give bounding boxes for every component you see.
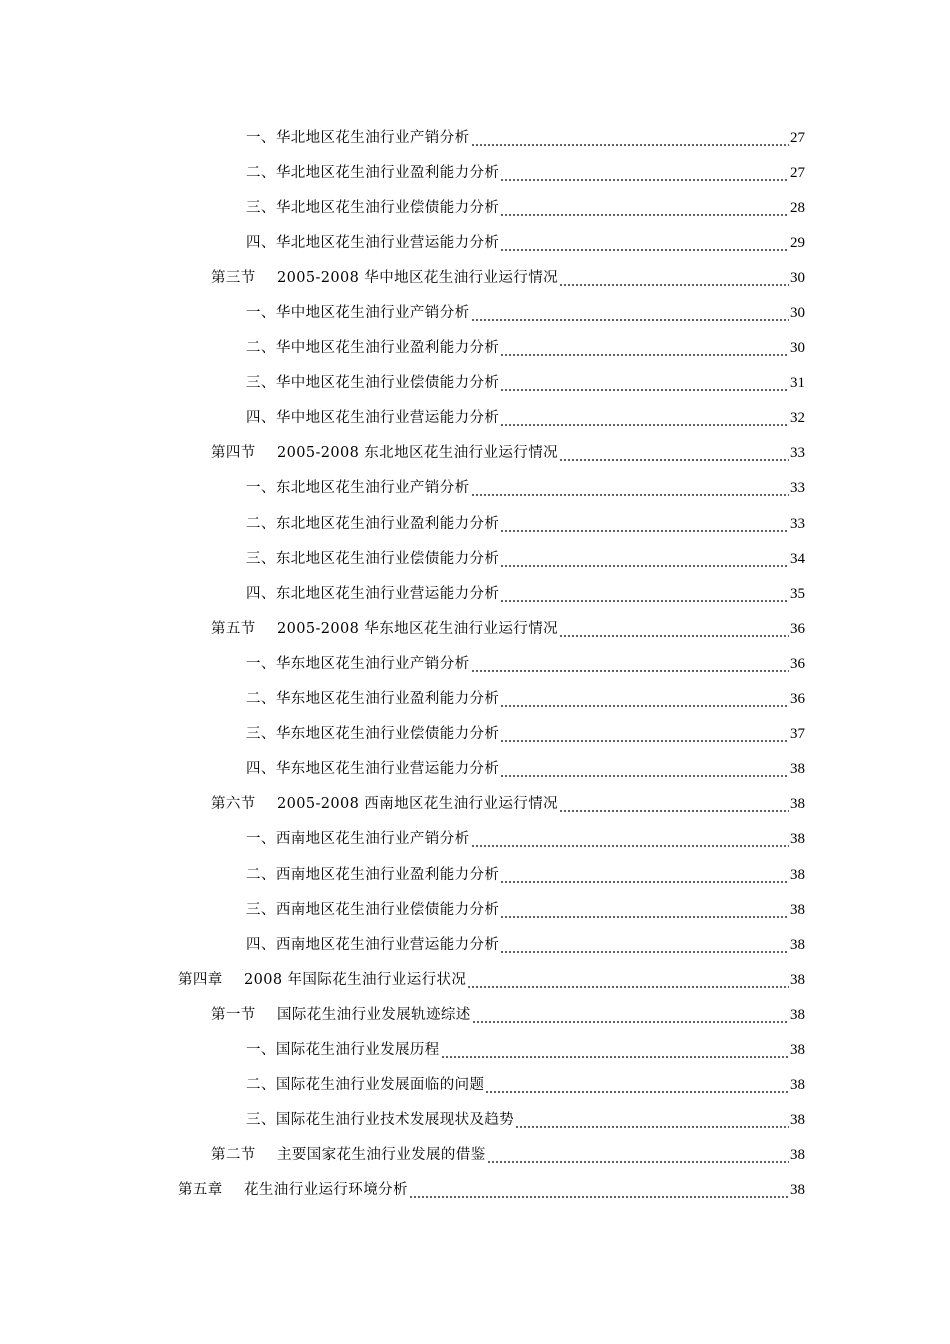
dot-leader	[500, 900, 789, 920]
toc-entry-title	[246, 689, 499, 709]
dot-leader	[441, 1040, 789, 1060]
toc-entry-number: 一、	[246, 831, 276, 848]
toc-entry-text: 国际花生油行业发展面临的问题	[275, 1077, 485, 1094]
toc-entry-subsection[interactable]	[0, 155, 950, 190]
toc-entry-title	[246, 654, 470, 674]
toc-entry-section[interactable]	[0, 260, 950, 295]
toc-entry-number: 一、	[246, 655, 276, 672]
toc-entry-text: 华中地区花生油行业偿债能力分析	[275, 375, 500, 392]
toc-page-number: 27	[790, 164, 805, 181]
dot-leader	[500, 373, 789, 393]
toc-entry-text: 东北地区花生油行业产销分析	[275, 480, 470, 497]
toc-entry-subsection[interactable]	[0, 295, 950, 330]
dot-leader	[500, 689, 789, 709]
toc-entry-section[interactable]	[0, 1138, 950, 1173]
dot-leader	[500, 198, 789, 218]
toc-entry-number: 三、	[246, 375, 276, 392]
toc-entry-number: 二、	[246, 866, 276, 883]
dot-leader	[559, 794, 789, 814]
toc-page-number: 38	[790, 1147, 805, 1164]
dot-leader	[500, 233, 789, 253]
toc-entry-title	[246, 549, 499, 569]
toc-entry-title	[246, 1040, 440, 1060]
dot-leader	[467, 970, 789, 990]
toc-entry-number: 二、	[246, 164, 276, 181]
toc-page-number: 38	[790, 1112, 805, 1129]
toc-page-number: 29	[790, 234, 805, 251]
toc-entry-number: 三、	[246, 1112, 276, 1129]
toc-entry-chapter[interactable]	[0, 962, 950, 997]
toc-entry-subsection[interactable]	[0, 120, 950, 155]
toc-page-number: 34	[790, 550, 805, 567]
toc-entry-section[interactable]	[0, 611, 950, 646]
toc-page-number: 38	[790, 831, 805, 848]
toc-page-number: 38	[790, 971, 805, 988]
toc-entry-title	[246, 514, 499, 534]
toc-entry-text: 2008 年国际花生油行业运行状况	[244, 971, 467, 988]
dot-leader	[487, 1145, 789, 1165]
toc-entry-subsection[interactable]	[0, 541, 950, 576]
toc-entry-subsection[interactable]	[0, 576, 950, 611]
dot-leader	[500, 935, 789, 955]
toc-page-number: 38	[790, 866, 805, 883]
toc-entry-text: 国际花生油行业技术发展现状及趋势	[275, 1112, 515, 1129]
toc-page-number: 38	[790, 901, 805, 918]
toc-page-number: 38	[790, 936, 805, 953]
toc-entry-text: 2005-2008 西南地区花生油行业运行情况	[277, 796, 559, 813]
toc-entry-number: 二、	[246, 1077, 276, 1094]
toc-entry-text: 主要国家花生油行业发展的借鉴	[277, 1147, 486, 1164]
dot-leader	[559, 268, 789, 288]
toc-entry-title	[246, 865, 499, 885]
dot-leader	[559, 619, 789, 639]
dot-leader	[515, 1110, 789, 1130]
toc-page-number: 38	[790, 1182, 805, 1199]
toc-entry-title	[211, 619, 558, 639]
toc-entry-title	[178, 970, 466, 990]
toc-page-number: 28	[790, 199, 805, 216]
toc-page-number: 33	[790, 515, 805, 532]
toc-entry-number: 一、	[246, 1041, 276, 1058]
toc-entry-subsection[interactable]	[0, 822, 950, 857]
toc-entry-text: 西南地区花生油行业营运能力分析	[275, 936, 500, 953]
toc-entry-text: 东北地区花生油行业盈利能力分析	[275, 515, 500, 532]
toc-entry-number: 二、	[246, 515, 276, 532]
dot-leader	[485, 1075, 789, 1095]
toc-entry-title	[246, 163, 499, 183]
toc-page-number: 30	[790, 305, 805, 322]
toc-entry-number: 三、	[246, 726, 276, 743]
dot-leader	[500, 584, 789, 604]
toc-entry-subsection[interactable]	[0, 682, 950, 717]
toc-entry-text: 华东地区花生油行业偿债能力分析	[275, 726, 500, 743]
dot-leader	[500, 514, 789, 534]
toc-entry-subsection[interactable]	[0, 717, 950, 752]
toc-entry-title	[246, 584, 499, 604]
dot-leader	[500, 759, 789, 779]
toc-entry-number: 一、	[246, 129, 276, 146]
toc-entry-subsection[interactable]	[0, 190, 950, 225]
toc-entry-section[interactable]	[0, 436, 950, 471]
toc-entry-subsection[interactable]	[0, 1068, 950, 1103]
dot-leader	[500, 338, 789, 358]
toc-page-number: 32	[790, 410, 805, 427]
toc-entry-text: 国际花生油行业发展轨迹综述	[277, 1006, 471, 1023]
dot-leader	[472, 1005, 789, 1025]
dot-leader	[500, 724, 789, 744]
toc-entry-text: 东北地区花生油行业偿债能力分析	[275, 550, 500, 567]
toc-entry-title	[211, 1005, 471, 1025]
toc-entry-title	[246, 1075, 484, 1095]
toc-entry-number: 第三节	[211, 269, 256, 286]
toc-entry-title	[211, 1145, 486, 1165]
toc-entry-number: 第二节	[211, 1147, 256, 1164]
toc-entry-subsection[interactable]	[0, 401, 950, 436]
toc-entry-number: 一、	[246, 305, 276, 322]
dot-leader	[500, 549, 789, 569]
toc-entry-text: 2005-2008 东北地区花生油行业运行情况	[277, 445, 559, 462]
toc-page-number: 36	[790, 620, 805, 637]
dot-leader	[471, 128, 789, 148]
dot-leader	[559, 443, 789, 463]
dot-leader	[471, 303, 789, 323]
toc-entry-number: 四、	[246, 585, 276, 602]
toc-entry-text: 东北地区花生油行业营运能力分析	[275, 585, 500, 602]
toc-entry-title	[211, 443, 558, 463]
toc-entry-number: 三、	[246, 901, 276, 918]
toc-entry-text: 华北地区花生油行业营运能力分析	[275, 234, 500, 251]
dot-leader	[500, 408, 789, 428]
toc-entry-subsection[interactable]	[0, 752, 950, 787]
toc-entry-text: 西南地区花生油行业盈利能力分析	[275, 866, 500, 883]
dot-leader	[471, 478, 789, 498]
toc-page-number: 38	[790, 1006, 805, 1023]
toc-entry-text: 华北地区花生油行业偿债能力分析	[275, 199, 500, 216]
toc-entry-text: 华中地区花生油行业营运能力分析	[275, 410, 500, 427]
toc-page-number: 33	[790, 445, 805, 462]
toc-entry-title	[246, 233, 499, 253]
toc-entry-subsection[interactable]	[0, 857, 950, 892]
dot-leader	[500, 865, 789, 885]
toc-page-number: 35	[790, 585, 805, 602]
toc-entry-number: 一、	[246, 480, 276, 497]
toc-entry-subsection[interactable]	[0, 1103, 950, 1138]
toc-entry-subsection[interactable]	[0, 1032, 950, 1067]
toc-entry-text: 华中地区花生油行业产销分析	[275, 305, 470, 322]
toc-entry-number: 第五章	[178, 1182, 223, 1199]
toc-entry-title	[211, 268, 558, 288]
toc-entry-subsection[interactable]	[0, 471, 950, 506]
toc-entry-text: 华中地区花生油行业盈利能力分析	[275, 340, 500, 357]
toc-page-number: 38	[790, 796, 805, 813]
table-of-contents	[0, 120, 950, 1208]
toc-entry-number: 第四章	[178, 971, 223, 988]
toc-entry-title	[246, 1110, 514, 1130]
toc-entry-text: 华东地区花生油行业营运能力分析	[275, 761, 500, 778]
toc-entry-text: 西南地区花生油行业产销分析	[275, 831, 470, 848]
toc-entry-text: 2005-2008 华东地区花生油行业运行情况	[277, 620, 559, 637]
toc-page-number: 36	[790, 691, 805, 708]
toc-entry-number: 四、	[246, 936, 276, 953]
toc-entry-section[interactable]	[0, 787, 950, 822]
toc-entry-chapter[interactable]	[0, 1173, 950, 1208]
toc-entry-number: 第五节	[211, 620, 256, 637]
toc-entry-text: 西南地区花生油行业偿债能力分析	[275, 901, 500, 918]
toc-page-number: 27	[790, 129, 805, 146]
toc-entry-subsection[interactable]	[0, 892, 950, 927]
toc-entry-number: 三、	[246, 550, 276, 567]
toc-entry-title	[246, 759, 499, 779]
toc-entry-subsection[interactable]	[0, 927, 950, 962]
toc-entry-title	[246, 303, 470, 323]
dot-leader	[409, 1180, 789, 1200]
toc-page-number: 38	[790, 761, 805, 778]
toc-page-number: 31	[790, 375, 805, 392]
toc-entry-subsection[interactable]	[0, 225, 950, 260]
toc-entry-number: 二、	[246, 691, 276, 708]
toc-entry-text: 华东地区花生油行业盈利能力分析	[275, 691, 500, 708]
dot-leader	[471, 654, 789, 674]
toc-page-number: 33	[790, 480, 805, 497]
toc-entry-text: 2005-2008 华中地区花生油行业运行情况	[277, 269, 559, 286]
toc-entry-title	[246, 373, 499, 393]
toc-entry-title	[246, 198, 499, 218]
toc-entry-number: 第六节	[211, 796, 256, 813]
toc-entry-title	[246, 338, 499, 358]
toc-entry-subsection[interactable]	[0, 331, 950, 366]
toc-entry-number: 四、	[246, 761, 276, 778]
toc-entry-title	[246, 478, 470, 498]
toc-entry-number: 三、	[246, 199, 276, 216]
toc-entry-number: 二、	[246, 340, 276, 357]
toc-entry-number: 四、	[246, 410, 276, 427]
toc-page-number: 30	[790, 340, 805, 357]
toc-entry-text: 花生油行业运行环境分析	[244, 1182, 408, 1199]
toc-entry-title	[246, 900, 499, 920]
toc-entry-subsection[interactable]	[0, 646, 950, 681]
toc-entry-title	[211, 794, 558, 814]
toc-page-number: 30	[790, 269, 805, 286]
toc-entry-title	[246, 724, 499, 744]
dot-leader	[500, 163, 789, 183]
toc-entry-number: 第一节	[211, 1006, 256, 1023]
toc-page-number: 38	[790, 1077, 805, 1094]
toc-entry-title	[178, 1180, 408, 1200]
toc-entry-title	[246, 408, 499, 428]
toc-entry-text: 华北地区花生油行业盈利能力分析	[275, 164, 500, 181]
toc-entry-subsection[interactable]	[0, 506, 950, 541]
toc-entry-number: 第四节	[211, 445, 256, 462]
toc-entry-title	[246, 935, 499, 955]
toc-entry-title	[246, 128, 470, 148]
toc-entry-section[interactable]	[0, 997, 950, 1032]
toc-page-number: 38	[790, 1041, 805, 1058]
toc-entry-subsection[interactable]	[0, 366, 950, 401]
toc-entry-title	[246, 829, 470, 849]
toc-entry-text: 国际花生油行业发展历程	[275, 1041, 440, 1058]
dot-leader	[471, 829, 789, 849]
toc-entry-text: 华北地区花生油行业产销分析	[275, 129, 470, 146]
toc-entry-number: 四、	[246, 234, 276, 251]
toc-page-number: 37	[790, 726, 805, 743]
toc-entry-text: 华东地区花生油行业产销分析	[275, 655, 470, 672]
toc-page-number: 36	[790, 655, 805, 672]
